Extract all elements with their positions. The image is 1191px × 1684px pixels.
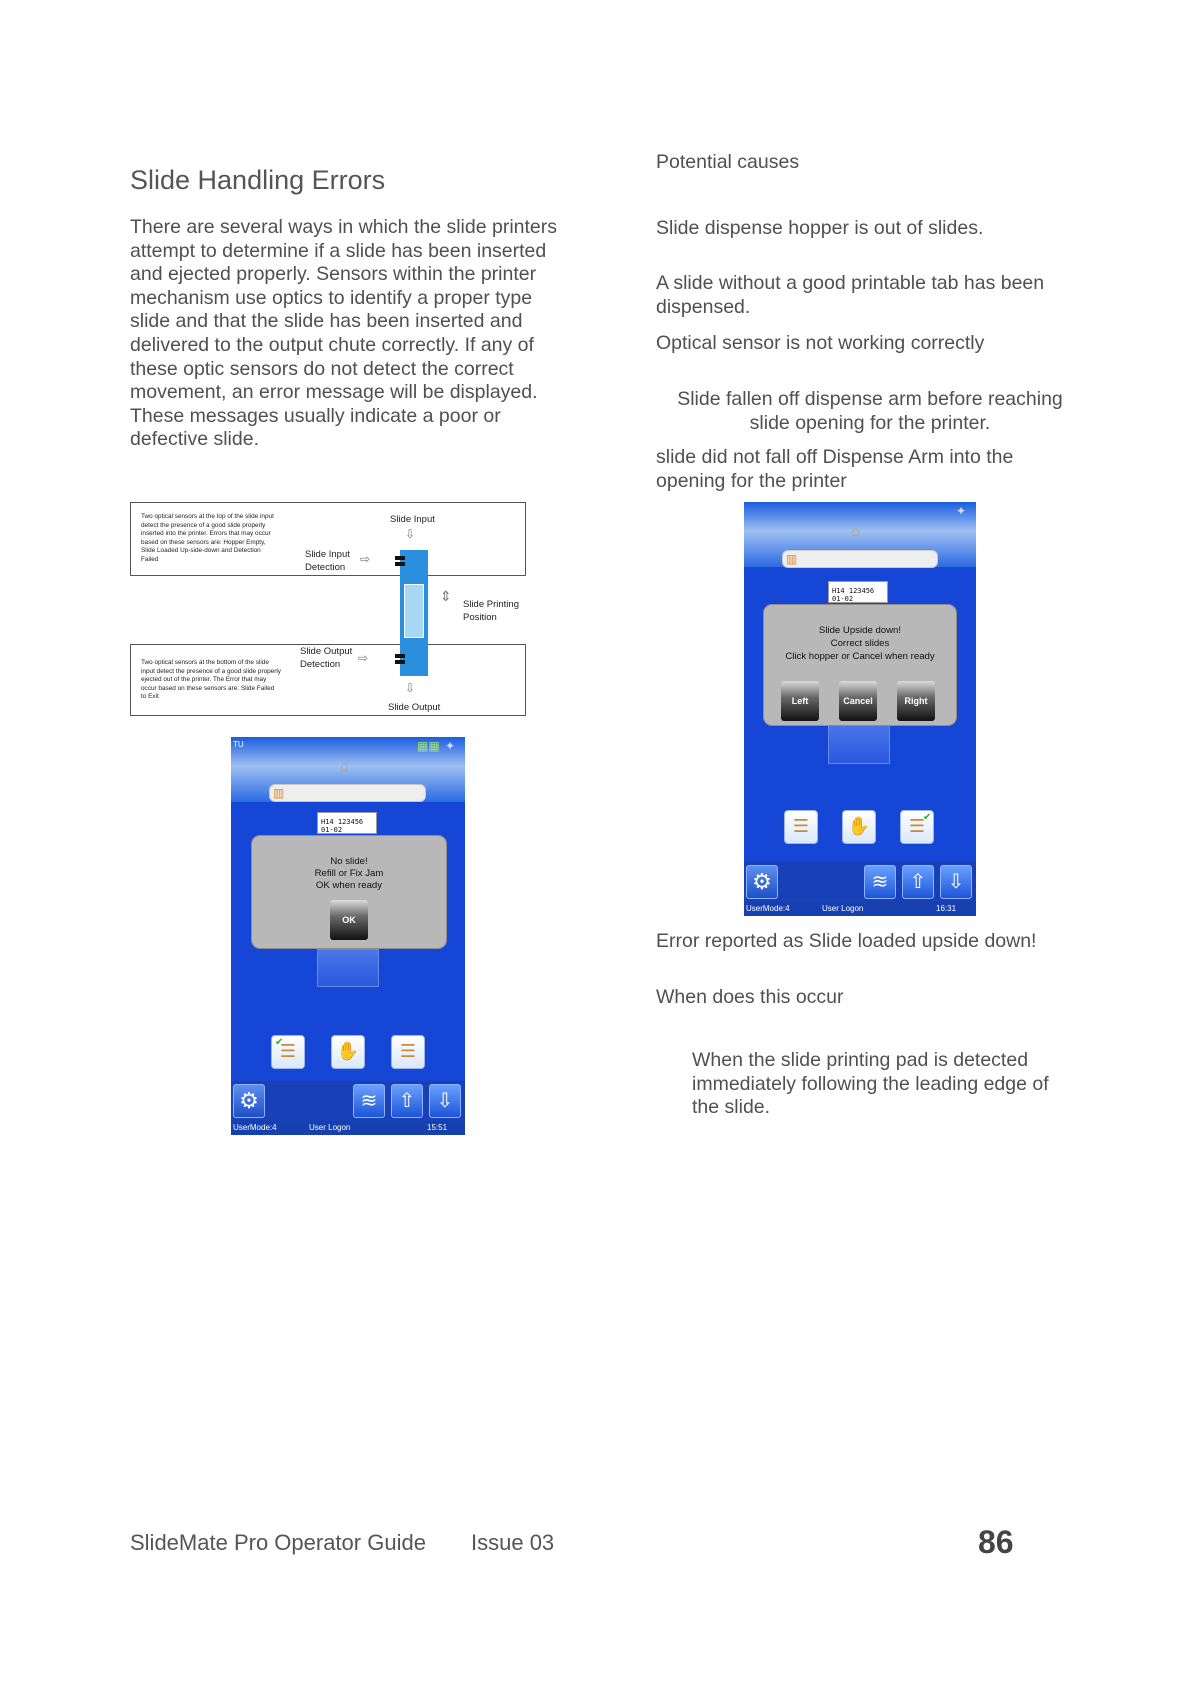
input-sensor-1: [395, 556, 405, 560]
slide-tray-icon: ☰: [908, 816, 926, 836]
ok-button[interactable]: OK: [330, 900, 368, 940]
printing-window: [404, 584, 424, 638]
hand-tile[interactable]: [842, 810, 876, 844]
no-slide-dialog: [251, 835, 447, 949]
slide-slot: [317, 949, 379, 987]
right-hopper-tile[interactable]: [900, 810, 934, 844]
layers-icon[interactable]: ≋: [353, 1084, 385, 1118]
slide-input-detection-label-2: Detection: [305, 562, 346, 573]
dialog-message-line-1: Slide Upside down!: [818, 625, 902, 636]
home-icon[interactable]: ⌂: [340, 758, 350, 775]
intro-paragraph: There are several ways in which the slide printers attempt to determine if a slide has been inserted and ejected properly. Sensors within the printer mechanism use optics to identify a proper type slide and that the slide has been inserted and delivered to the output chute correctly. If any of these optic sensors do not detect the correct movement, an error message will be displayed. These messages usually indicate a poor or defective slide.: [130, 216, 558, 451]
clock: 15:51: [427, 1123, 448, 1132]
bottom-sensor-note: Two optical sensors at the bottom of the slide input detect the presence of a good slide properly ejected out of the printer. The Error that may occur based on these sensors are: Slide Failed to Exit: [141, 659, 281, 701]
home-icon[interactable]: ⌂: [851, 523, 861, 540]
user-mode: UserMode:4: [233, 1123, 277, 1132]
footer-issue: Issue 03: [471, 1530, 555, 1555]
dialog-message-line-1: No slide!: [330, 856, 368, 867]
slide-input-label: Slide Input: [390, 514, 435, 525]
dialog-message-line-2: Correct slides: [830, 638, 890, 649]
slide-tray-icon: ☰: [279, 1041, 297, 1061]
output-sensor-2: [395, 660, 405, 664]
hand-tile[interactable]: [331, 1035, 365, 1069]
right-hopper-tile[interactable]: [391, 1035, 425, 1069]
slide-output-detection-label-1: Slide Output: [300, 646, 353, 657]
slide-info-bar[interactable]: [782, 550, 938, 568]
barcode-icon: ▥: [786, 552, 798, 566]
top-sensor-note: Two optical sensors at the top of the slide input detect the presence of a good slide properly inserted into the printer. Errors that may occur based on these sensors are: Hopper Empty, Slide Loaded Up-side-down and Detection Failed: [141, 513, 274, 563]
slide-label-preview: [317, 812, 377, 834]
slide-label-line-2: 01-02: [321, 826, 343, 834]
input-sensor-2: [395, 562, 405, 566]
screen-toolbar: [744, 862, 976, 902]
cause-4: Slide fallen off dispense arm before reaching slide opening for the printer.: [677, 388, 1063, 434]
cancel-button[interactable]: Cancel: [839, 681, 877, 721]
no-slide-screen: [231, 737, 465, 1135]
check-icon: ✔: [275, 1037, 284, 1048]
status-icon: ✦: [445, 739, 456, 753]
gear-icon[interactable]: ⚙: [746, 865, 778, 899]
slide-label-line-1: H14 123456: [832, 587, 875, 595]
slide-slot: [828, 722, 890, 764]
right-arrow-icon: ⇨: [358, 651, 369, 665]
left-hopper-tile[interactable]: [271, 1035, 305, 1069]
screen-corner-label: TU: [233, 740, 244, 749]
cause-3: Optical sensor is not working correctly: [656, 332, 985, 354]
output-sensor-1: [395, 654, 405, 658]
dialog-message-line-3: Click hopper or Cancel when ready: [785, 651, 935, 662]
sensor-diagram: [130, 502, 526, 716]
down-arrow-icon: ⇩: [405, 681, 416, 695]
hand-icon: ✋: [336, 1041, 360, 1061]
layers-icon[interactable]: ≋: [864, 865, 896, 899]
cause-5: slide did not fall off Dispense Arm into the opening for the printer: [656, 446, 1014, 492]
slide-output-detection-label-2: Detection: [300, 659, 341, 670]
dialog-message-line-2: Refill or Fix Jam: [314, 868, 384, 879]
clock: 16:31: [936, 904, 957, 913]
slide-label-line-1: H14 123456: [321, 818, 364, 826]
error-reported-text: Error reported as Slide loaded upside down!: [656, 930, 1037, 952]
barcode-icon: ▥: [273, 786, 285, 800]
page-number: 86: [978, 1524, 1014, 1560]
slide-label-line-2: 01-02: [832, 595, 854, 603]
page-heading: Slide Handling Errors: [130, 165, 386, 195]
screen-status-line: [231, 1121, 465, 1135]
right-arrow-icon: ⇨: [360, 552, 371, 566]
upside-down-screen: [744, 502, 976, 916]
arrow-up-icon[interactable]: ⇧: [391, 1084, 423, 1118]
status-icon: ✦: [956, 504, 967, 518]
potential-causes-heading: Potential causes: [656, 151, 800, 173]
cause-1: Slide dispense hopper is out of slides.: [656, 217, 984, 239]
dialog-message-line-3: OK when ready: [315, 880, 383, 891]
hand-icon: ✋: [847, 816, 871, 836]
user-logon[interactable]: User Logon: [309, 1123, 351, 1132]
check-icon: ✔: [923, 812, 932, 823]
user-logon[interactable]: User Logon: [822, 904, 864, 913]
screen-status-line: [744, 902, 976, 916]
slide-input-detection-label-1: Slide Input: [305, 549, 350, 560]
slide-output-label: Slide Output: [388, 702, 441, 713]
arrow-down-icon[interactable]: ⇩: [940, 865, 972, 899]
right-button[interactable]: Right: [897, 681, 935, 721]
slide-tray-icon: ☰: [792, 816, 810, 836]
upside-down-dialog: [763, 604, 957, 726]
down-arrow-icon: ⇩: [405, 527, 416, 541]
slide-tray-icon: ☰: [399, 1041, 417, 1061]
cause-2: A slide without a good printable tab has been dispensed.: [656, 272, 1045, 318]
when-occurs-text: When the slide printing pad is detected immediately following the leading edge of the slide.: [692, 1049, 1049, 1119]
slide-printing-position-label-1: Slide Printing: [463, 599, 519, 610]
arrow-down-icon[interactable]: ⇩: [429, 1084, 461, 1118]
user-mode: UserMode:4: [746, 904, 790, 913]
left-hopper-tile[interactable]: [784, 810, 818, 844]
network-icon: ▦▦: [417, 739, 440, 753]
arrow-up-icon[interactable]: ⇧: [902, 865, 934, 899]
gear-icon[interactable]: ⚙: [233, 1084, 265, 1118]
slide-info-bar[interactable]: [269, 784, 426, 802]
screen-toolbar: [231, 1081, 465, 1121]
footer-guide-title: SlideMate Pro Operator Guide: [130, 1530, 426, 1555]
left-button[interactable]: Left: [781, 681, 819, 721]
when-occurs-heading: When does this occur: [656, 986, 844, 1008]
slide-printing-position-label-2: Position: [463, 612, 497, 623]
up-down-arrow-icon: ⇕: [440, 588, 452, 604]
slide-label-preview: [828, 581, 888, 603]
